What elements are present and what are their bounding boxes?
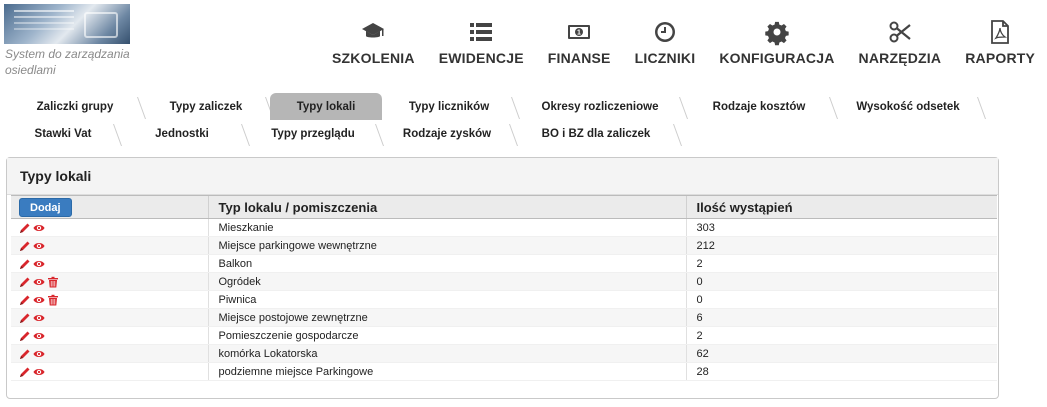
table-row xyxy=(11,291,997,309)
row-actions xyxy=(11,363,208,381)
delete-trash-icon[interactable] xyxy=(47,276,59,288)
tab-wysokosc-odsetek[interactable]: Wysokość odsetek xyxy=(834,93,982,120)
row-actions xyxy=(11,219,208,237)
cell-count: 28 xyxy=(686,363,997,381)
cell-count: 0 xyxy=(686,291,997,309)
nav-label: SZKOLENIA xyxy=(332,50,415,66)
logo-text: System do zarządzania osiedlami xyxy=(5,47,130,77)
table-row xyxy=(11,327,997,345)
view-eye-icon[interactable] xyxy=(33,294,45,306)
row-actions xyxy=(11,345,208,363)
edit-pencil-icon[interactable] xyxy=(19,330,31,342)
graduation-cap-icon xyxy=(361,20,385,44)
view-eye-icon[interactable] xyxy=(33,330,45,342)
cell-type-name: Mieszkanie xyxy=(208,219,686,237)
column-header-type[interactable]: Typ lokalu / pomiszczenia xyxy=(208,196,686,219)
svg-text:1: 1 xyxy=(577,29,582,37)
nav-szkolenia[interactable] xyxy=(320,20,427,70)
cell-count: 0 xyxy=(686,273,997,291)
row-actions xyxy=(11,309,208,327)
cell-type-name: Ogródek xyxy=(208,273,686,291)
column-header-count[interactable]: Ilość wystąpień xyxy=(686,196,997,219)
cell-type-name: Pomieszczenie gospodarcze xyxy=(208,327,686,345)
edit-pencil-icon[interactable] xyxy=(19,312,31,324)
nav-label: LICZNIKI xyxy=(634,50,696,66)
tab-jednostki[interactable]: Jednostki xyxy=(118,120,246,147)
nav-label: EWIDENCJE xyxy=(438,50,524,66)
nav-liczniki[interactable] xyxy=(623,20,708,70)
nav-finanse[interactable] xyxy=(536,20,623,70)
add-button[interactable]: Dodaj xyxy=(19,198,72,217)
table-row xyxy=(11,219,997,237)
table-row xyxy=(11,309,997,327)
cell-count: 303 xyxy=(686,219,997,237)
cell-count: 62 xyxy=(686,345,997,363)
edit-pencil-icon[interactable] xyxy=(19,276,31,288)
gear-icon xyxy=(765,20,789,44)
row-actions xyxy=(11,237,208,255)
cell-type-name: Miejsce postojowe zewnętrzne xyxy=(208,309,686,327)
tab-okresy-rozliczeniowe[interactable]: Okresy rozliczeniowe xyxy=(516,93,684,120)
edit-pencil-icon[interactable] xyxy=(19,366,31,378)
view-eye-icon[interactable] xyxy=(33,222,45,234)
tab-row xyxy=(8,93,992,120)
content-panel xyxy=(6,157,999,399)
view-eye-icon[interactable] xyxy=(33,366,45,378)
table-row xyxy=(11,255,997,273)
edit-pencil-icon[interactable] xyxy=(19,258,31,270)
table-row xyxy=(11,237,997,255)
view-eye-icon[interactable] xyxy=(33,312,45,324)
cell-type-name: Balkon xyxy=(208,255,686,273)
cell-type-name: Miejsce parkingowe wewnętrzne xyxy=(208,237,686,255)
settings-tabs xyxy=(8,93,992,147)
tab-typy-zaliczek[interactable]: Typy zaliczek xyxy=(142,93,270,120)
panel-title: Typy lokali xyxy=(7,158,998,195)
delete-trash-icon[interactable] xyxy=(47,294,59,306)
money-icon xyxy=(567,20,591,44)
row-actions xyxy=(11,291,208,309)
edit-pencil-icon[interactable] xyxy=(19,348,31,360)
row-actions xyxy=(11,273,208,291)
nav-raporty[interactable] xyxy=(953,20,1047,70)
tab-row xyxy=(8,120,992,147)
nav-narzedzia[interactable] xyxy=(847,20,954,70)
cell-count: 212 xyxy=(686,237,997,255)
tab-typy-licznikow[interactable]: Typy liczników xyxy=(382,93,516,120)
nav-konfiguracja[interactable] xyxy=(707,20,846,70)
edit-pencil-icon[interactable] xyxy=(19,294,31,306)
tab-zaliczki-grupy[interactable]: Zaliczki grupy xyxy=(8,93,142,120)
edit-pencil-icon[interactable] xyxy=(19,240,31,252)
pdf-file-icon xyxy=(988,20,1012,44)
main-navigation xyxy=(320,20,1047,70)
cell-count: 2 xyxy=(686,327,997,345)
scissors-icon xyxy=(888,20,912,44)
tab-rodzaje-zyskow[interactable]: Rodzaje zysków xyxy=(380,120,514,147)
nav-label: NARZĘDZIA xyxy=(858,50,942,66)
logo-image xyxy=(4,4,130,44)
actions-header xyxy=(11,196,208,219)
cell-count: 6 xyxy=(686,309,997,327)
tab-bo-bz-zaliczek[interactable]: BO i BZ dla zaliczek xyxy=(514,120,678,147)
table-row xyxy=(11,345,997,363)
view-eye-icon[interactable] xyxy=(33,348,45,360)
table-row xyxy=(11,363,997,381)
nav-label: FINANSE xyxy=(547,50,611,66)
row-actions xyxy=(11,255,208,273)
nav-label: RAPORTY xyxy=(965,50,1036,66)
list-icon xyxy=(469,20,493,44)
tab-typy-przegladu[interactable]: Typy przeglądu xyxy=(246,120,380,147)
cell-type-name: komórka Lokatorska xyxy=(208,345,686,363)
cell-type-name: podziemne miejsce Parkingowe xyxy=(208,363,686,381)
row-actions xyxy=(11,327,208,345)
edit-pencil-icon[interactable] xyxy=(19,222,31,234)
cell-type-name: Piwnica xyxy=(208,291,686,309)
view-eye-icon[interactable] xyxy=(33,258,45,270)
nav-label: KONFIGURACJA xyxy=(719,50,835,66)
tab-rodzaje-kosztow[interactable]: Rodzaje kosztów xyxy=(684,93,834,120)
lokal-types-table xyxy=(11,195,997,381)
table-row xyxy=(11,273,997,291)
nav-ewidencje[interactable] xyxy=(427,20,536,70)
tab-stawki-vat[interactable]: Stawki Vat xyxy=(8,120,118,147)
view-eye-icon[interactable] xyxy=(33,240,45,252)
view-eye-icon[interactable] xyxy=(33,276,45,288)
tab-typy-lokali[interactable]: Typy lokali xyxy=(270,93,382,120)
clock-icon xyxy=(653,20,677,44)
cell-count: 2 xyxy=(686,255,997,273)
